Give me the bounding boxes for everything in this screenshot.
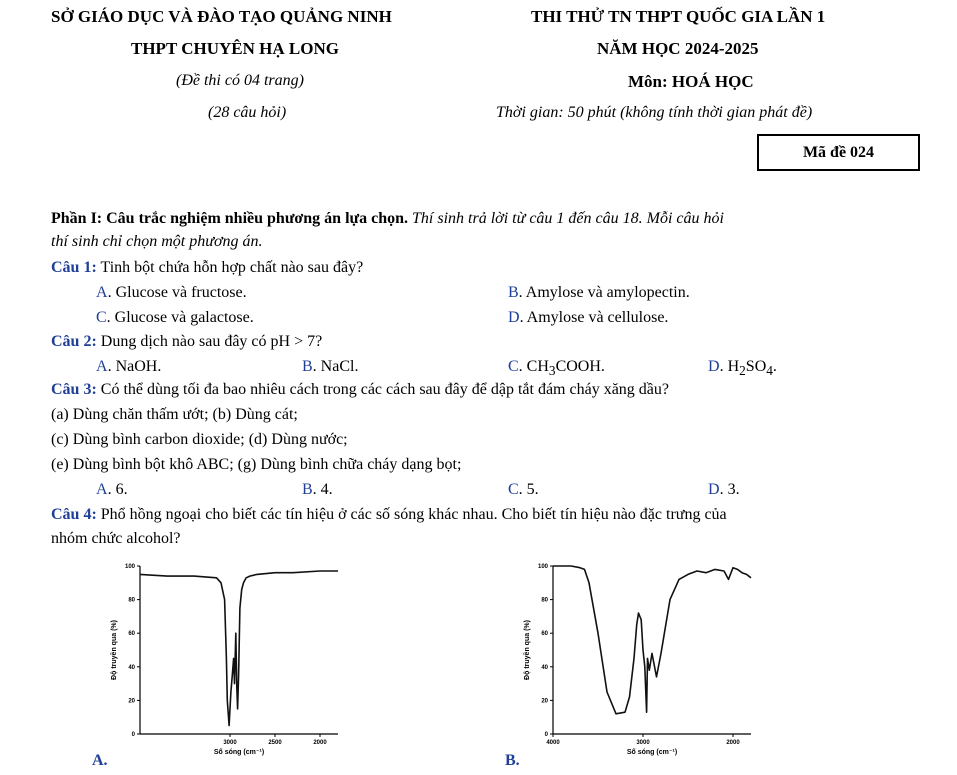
x-tick-label: 2000 [726,740,740,746]
section-instruction-cont: thí sinh chỉ chọn một phương án. [51,233,262,251]
y-tick-label: 0 [545,732,549,738]
q2-option-a[interactable] [96,358,161,376]
q1-option-d[interactable] [508,309,668,327]
option-key: D [708,358,720,375]
spectrum-line [140,571,338,726]
school-year: NĂM HỌC 2024-2025 [597,39,758,59]
q2-option-b[interactable] [302,358,358,376]
x-axis-label: Số sóng (cm⁻¹) [627,748,677,756]
question-4-text: Phổ hồng ngoại cho biết các tín hiệu ở các số sóng khác nhau. Cho biết tín hiệu nào đặc trưng của [97,506,727,523]
school-name: THPT CHUYÊN HẠ LONG [131,39,339,59]
x-tick-label: 3000 [636,740,650,746]
q3-option-d[interactable] [708,481,740,499]
q3-item-line-1: (a) Dùng chăn thấm ướt; (b) Dùng cát; [51,406,298,424]
question-4-label: Câu 4: [51,506,97,523]
q1-option-b[interactable] [508,284,690,302]
question-count-note: (28 câu hỏi) [208,104,286,122]
y-tick-label: 100 [538,564,549,570]
x-axis-label: Số sóng (cm⁻¹) [214,748,264,756]
ir-spectrum-a[interactable] [92,556,354,770]
y-tick-label: 20 [128,698,135,704]
q2-option-d[interactable] [708,358,777,379]
q3-option-b[interactable] [302,481,333,499]
exam-title: THI THỬ TN THPT QUỐC GIA LẦN 1 [531,7,825,27]
option-key: A [96,358,108,375]
option-key: B [302,481,313,498]
y-tick-label: 40 [128,665,135,671]
section-instruction: Thí sinh trả lời từ câu 1 đến câu 18. Mỗi câu hỏi [408,210,724,227]
y-axis-label: Độ truyền qua (%) [522,620,531,680]
option-text: . CH [519,358,549,375]
page-count-note: (Đề thi có 04 trang) [176,72,304,90]
y-tick-label: 80 [541,598,548,604]
y-tick-label: 80 [128,598,135,604]
ir-spectrum-b-svg [505,556,767,770]
option-text: COOH. [556,358,605,375]
question-1-label: Câu 1: [51,259,97,276]
q3-option-c[interactable] [508,481,539,499]
y-tick-label: 60 [541,631,548,637]
q3-option-a[interactable] [96,481,128,499]
y-tick-label: 0 [132,732,136,738]
section-title: Phần I: Câu trắc nghiệm nhiều phương án lựa chọn. [51,210,408,227]
question-2-label: Câu 2: [51,333,97,350]
option-text: . 3. [720,481,740,498]
y-tick-label: 60 [128,631,135,637]
subscript: 2 [739,363,746,378]
question-2-text: Dung dịch nào sau đây có pH > 7? [97,333,322,350]
x-tick-label: 3000 [223,740,237,746]
option-text: SO [746,358,766,375]
option-text: . 5. [519,481,539,498]
option-key: B [302,358,313,375]
q3-item-line-3: (e) Dùng bình bột khô ABC; (g) Dùng bình chữa cháy dạng bọt; [51,456,461,474]
option-key: D [508,309,520,326]
option-text: . Amylose và amylopectin. [519,284,690,301]
q2-option-c[interactable] [508,358,605,379]
option-key: A [96,481,108,498]
option-text: . Glucose và fructose. [108,284,247,301]
question-3 [51,381,669,399]
exam-duration: Thời gian: 50 phút (không tính thời gian phát đề) [496,104,812,122]
ir-spectrum-b[interactable] [505,556,767,770]
q1-option-a[interactable] [96,284,247,302]
q3-item-line-2: (c) Dùng bình carbon dioxide; (d) Dùng nước; [51,431,348,449]
subscript: 3 [549,363,556,378]
question-3-label: Câu 3: [51,381,97,398]
option-key: A [96,284,108,301]
option-key: D [708,481,720,498]
option-text: . NaCl. [313,358,359,375]
section-heading [51,210,724,228]
exam-code: Mã đề 024 [803,144,874,162]
option-text: . Glucose và galactose. [107,309,254,326]
panel-label: A. [92,752,108,769]
option-key: B [508,284,519,301]
question-3-text: Có thể dùng tối đa bao nhiêu cách trong các cách sau đây để dập tắt đám cháy xăng dầu? [97,381,669,398]
exam-code-box [757,134,920,171]
question-4-text-cont: nhóm chức alcohol? [51,530,181,548]
y-axis-label: Độ truyền qua (%) [109,620,118,680]
option-key: C [508,358,519,375]
panel-label: B. [505,752,520,769]
x-tick-label: 2500 [268,740,282,746]
subject: Môn: HOÁ HỌC [628,72,754,92]
option-text: . H [720,358,740,375]
y-tick-label: 20 [541,698,548,704]
x-tick-label: 4000 [546,740,560,746]
question-2 [51,333,322,351]
spectrum-line [553,566,751,714]
option-text: . Amylose và cellulose. [520,309,669,326]
department-name: SỞ GIÁO DỤC VÀ ĐÀO TẠO QUẢNG NINH [51,7,392,27]
option-key: C [508,481,519,498]
option-text: . 4. [313,481,333,498]
x-tick-label: 2000 [313,740,327,746]
ir-spectrum-a-svg [92,556,354,770]
option-text: . [773,358,777,375]
q1-option-c[interactable] [96,309,254,327]
question-4 [51,506,727,524]
option-text: . 6. [108,481,128,498]
y-tick-label: 40 [541,665,548,671]
subscript: 4 [766,363,773,378]
option-key: C [96,309,107,326]
question-1 [51,259,363,277]
y-tick-label: 100 [125,564,136,570]
question-1-text: Tinh bột chứa hỗn hợp chất nào sau đây? [97,259,363,276]
option-text: . NaOH. [108,358,162,375]
